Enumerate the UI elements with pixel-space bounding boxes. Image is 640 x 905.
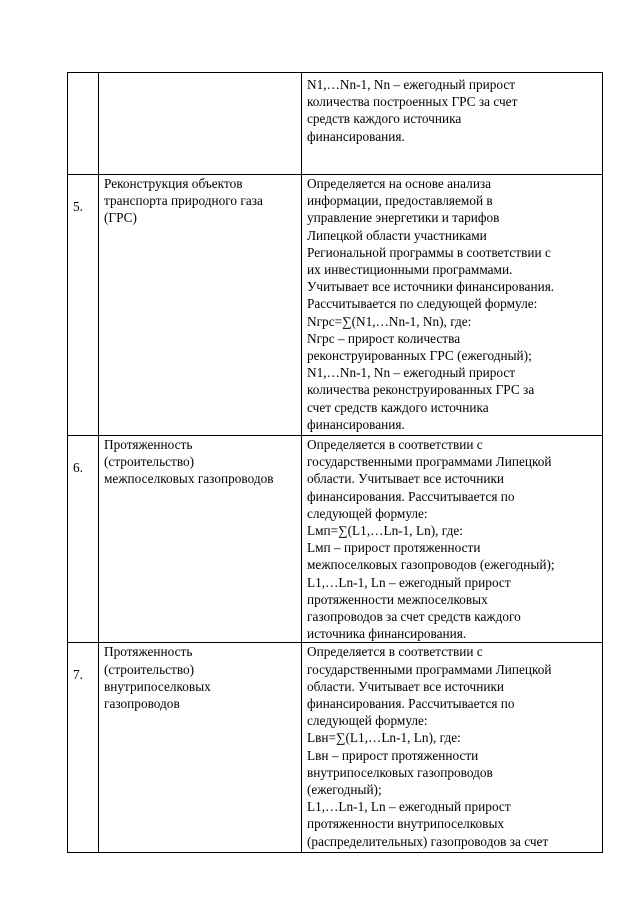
row-number: 7. [73,667,83,683]
description-line: Nгрс – прирост количества [307,330,461,346]
description-line: протяженности межпоселковых [307,591,488,607]
description-line: финансирования. Рассчитывается по [307,696,515,712]
description-line: Липецкой области участниками [307,227,487,243]
description-line: следующей формуле: [307,713,428,729]
description-line: газопроводов за счет средств каждого [307,609,521,625]
description-line: Учитывает все источники финансирования. [307,279,555,295]
formula-line: Lмп=∑(L1,…Ln-1, Ln), где: [307,523,463,539]
description-line: Рассчитывается по следующей формуле: [307,296,538,312]
description-line: количества реконструированных ГРС за [307,382,535,398]
row-number: 6. [73,460,83,475]
description-line: финансирования. [307,128,405,144]
description-line: (распределительных) газопроводов за счет [307,833,549,849]
description-line: Lмп – прирост протяженности [307,540,481,556]
table-row [68,436,603,643]
indicator-name-line: Протяженность [104,437,193,452]
description-line: внутрипоселковых газопроводов [307,764,493,780]
method-description-cell [302,436,603,643]
row-number-cell [68,643,99,853]
description-line: области. Учитывает все источники [307,471,505,487]
description-line: управление энергетики и тарифов [307,210,500,226]
description-line: L1,…Ln-1, Ln – ежегодный прирост [307,574,511,590]
indicator-name-line: транспорта природного газа [104,193,263,209]
table-row [68,73,603,175]
description-line: протяженности внутрипоселковых [307,816,505,832]
description-line: государственными программами Липецкой [307,454,552,470]
description-line: (ежегодный); [307,782,382,798]
description-line: счет средств каждого источника [307,399,489,415]
row-number-cell [68,73,99,175]
description-line: реконструированных ГРС (ежегодный); [307,348,532,364]
indicator-name-cell [99,73,302,175]
description-line: государственными программами Липецкой [307,661,552,677]
description-line: информации, предоставляемой в [307,193,493,209]
description-line: их инвестиционными программами. [307,262,513,278]
description-line: средств каждого источника [307,111,462,127]
indicator-name-line: (строительство) [104,454,195,470]
formula-line: Nгрс=∑(N1,…Nn-1, Nn), где: [307,313,472,329]
row-number-cell [68,436,99,643]
indicator-name-cell [99,643,302,853]
table-row [68,643,603,853]
table-row [68,175,603,436]
method-description-cell [302,73,603,175]
indicator-name-cell [99,175,302,436]
description-line: Региональной программы в соответствии с [307,244,551,260]
description-line: Определяется в соответствии с [307,437,483,452]
row-number-cell [68,175,99,436]
description-line: области. Учитывает все источники [307,678,505,694]
description-line: N1,…Nn-1, Nn – ежегодный прирост [307,77,516,92]
description-line: следующей формуле: [307,505,428,521]
indicator-name-line: Реконструкция объектов [104,176,243,191]
description-line: N1,…Nn-1, Nn – ежегодный прирост [307,365,516,381]
description-line: источника финансирования. [307,626,467,642]
indicator-name-line: газопроводов [104,696,180,712]
row-number: 5. [73,199,83,214]
indicator-name-line: (строительство) [104,661,195,677]
description-line: финансирования. [307,416,405,432]
description-line: Определяется в соответствии с [307,644,483,660]
description-line: L1,…Ln-1, Ln – ежегодный прирост [307,799,511,815]
indicators-table [67,72,603,853]
indicator-name-line: Протяженность [104,644,193,660]
method-description-cell [302,643,603,853]
method-description-cell [302,175,603,436]
indicator-name-line: (ГРС) [104,210,137,226]
description-line: Определяется на основе анализа [307,176,492,191]
indicator-name-cell [99,436,302,643]
description-line: количества построенных ГРС за счет [307,94,518,110]
description-line: финансирования. Рассчитывается по [307,488,515,504]
indicator-name-line: межпоселковых газопроводов [104,471,274,487]
description-line: межпоселковых газопроводов (ежегодный); [307,557,555,573]
formula-line: Lвн=∑(L1,…Ln-1, Ln), где: [307,730,461,746]
indicator-name-line: внутрипоселковых [104,678,211,694]
description-line: Lвн – прирост протяженности [307,747,479,763]
